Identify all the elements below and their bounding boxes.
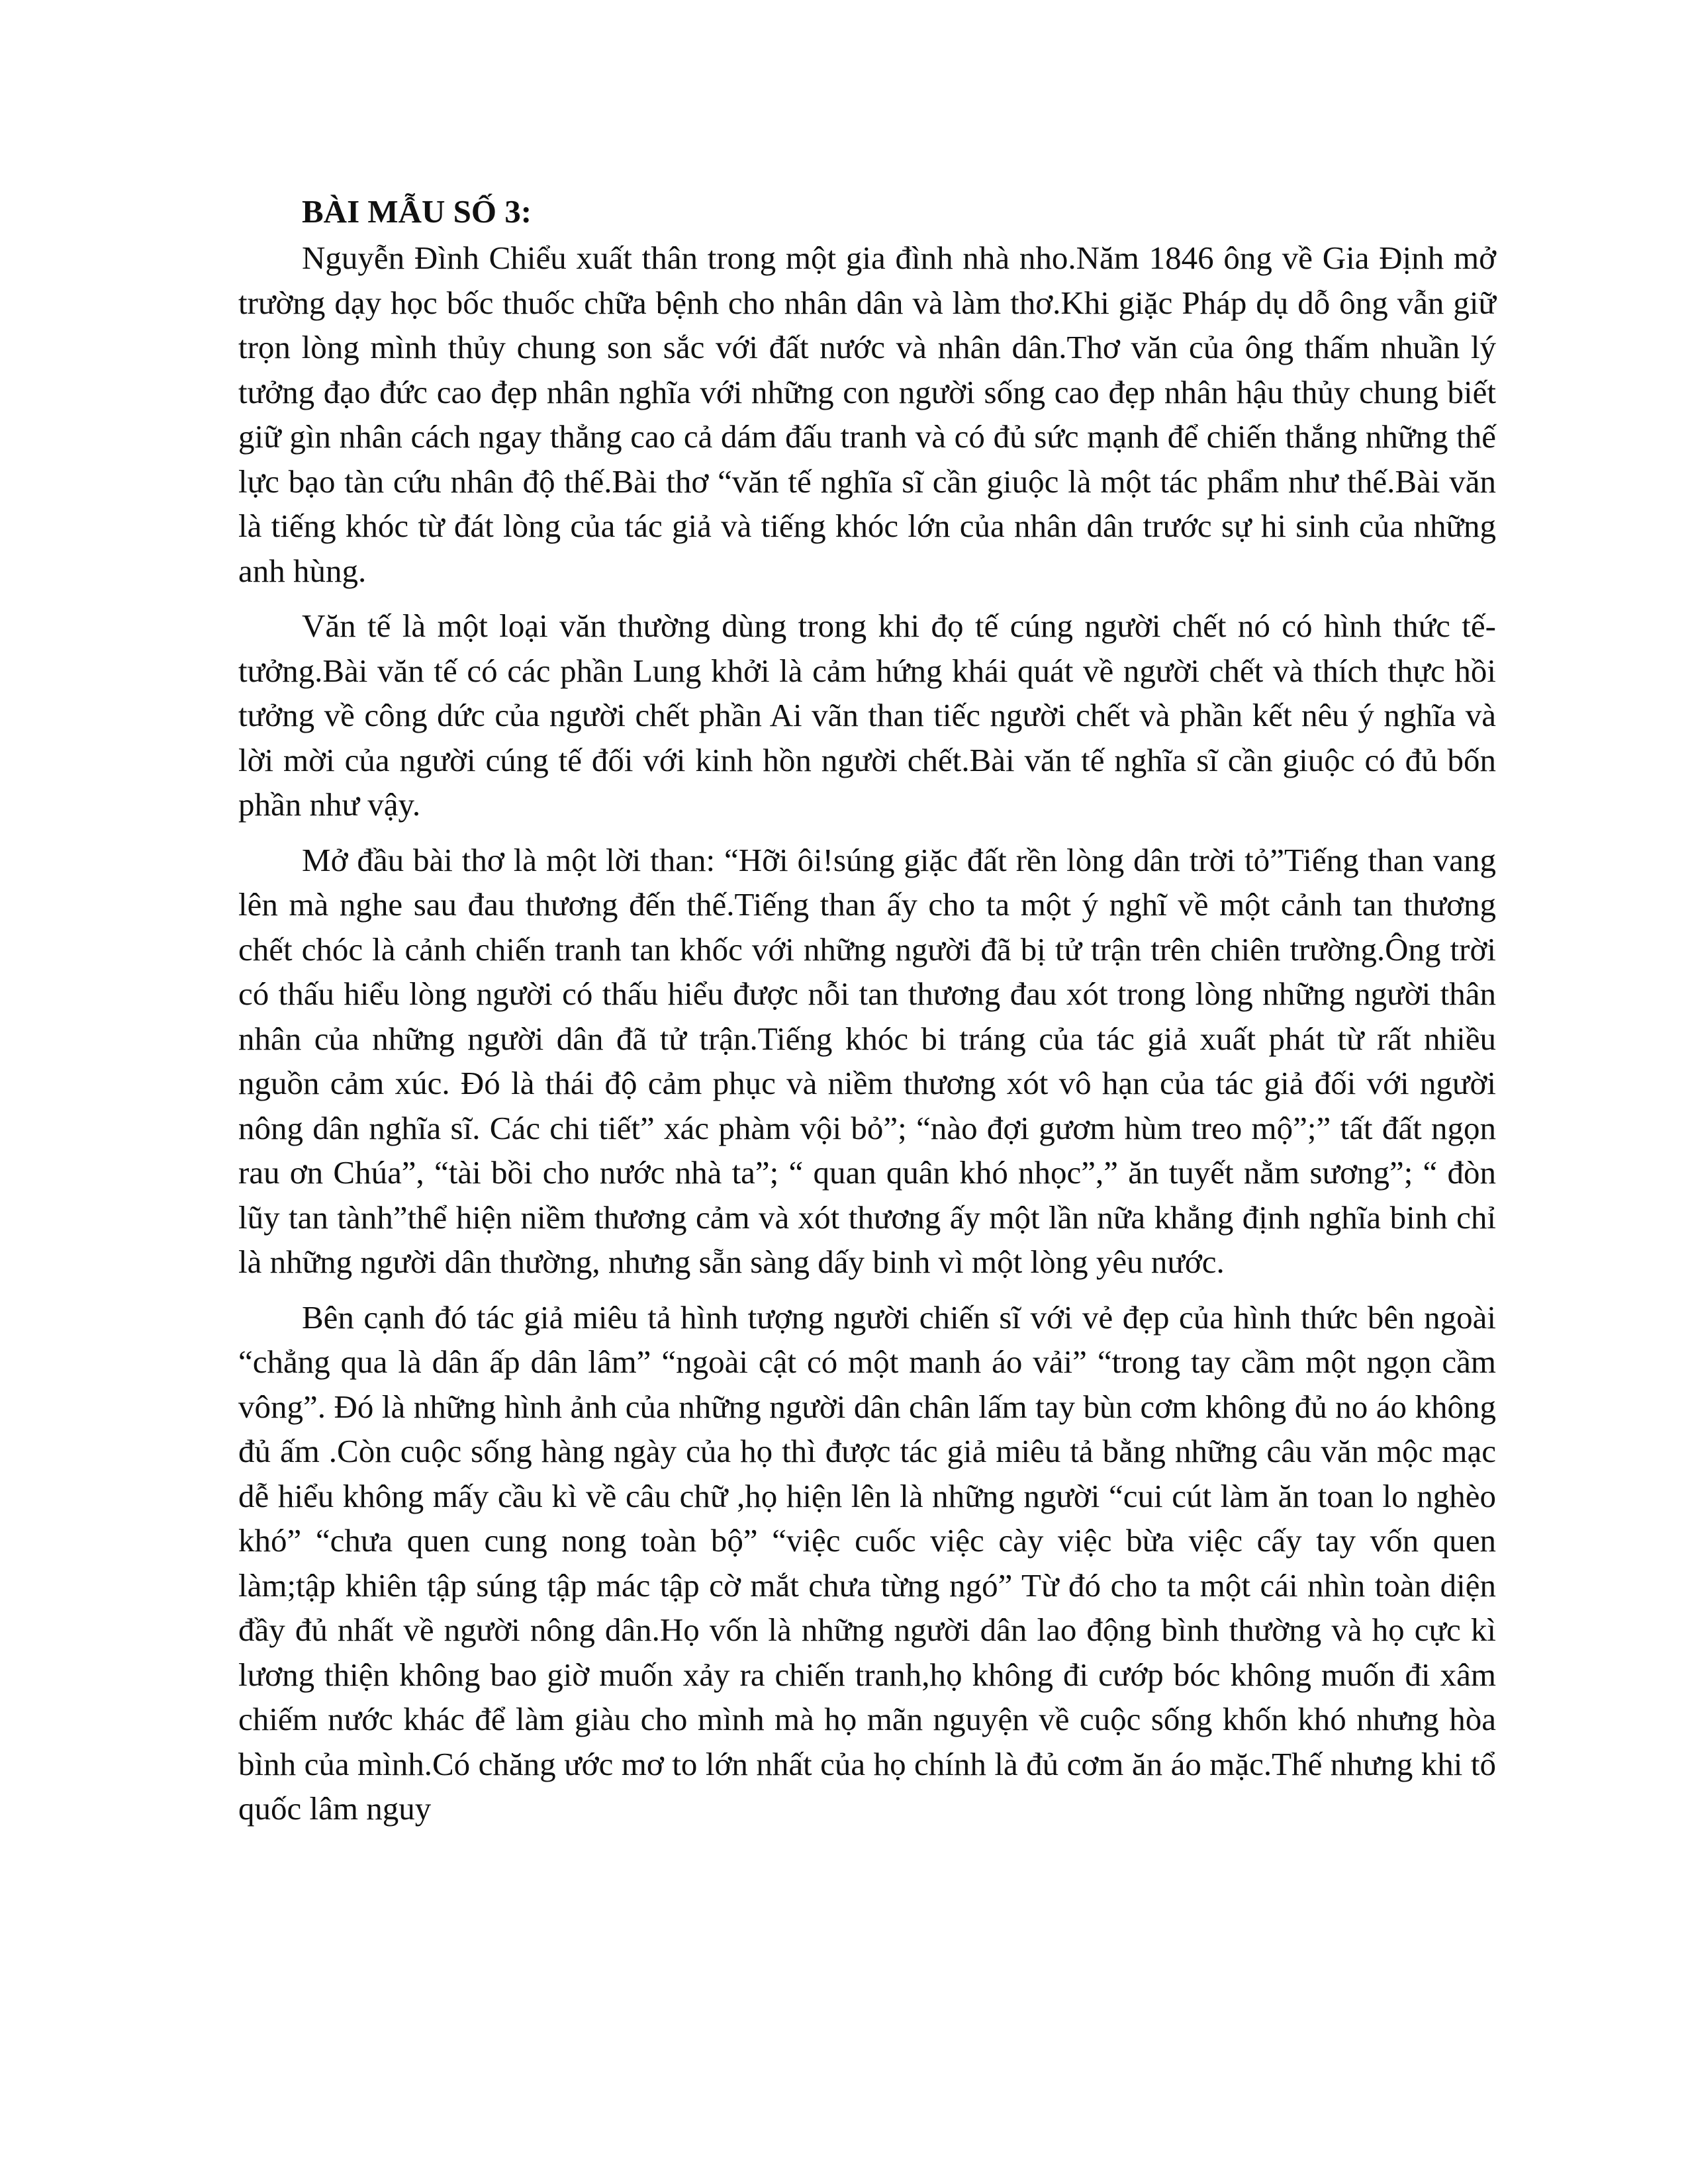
paragraph-3: Mở đầu bài thơ là một lời than: “Hỡi ôi!súng giặc đất rền lòng dân trời tỏ”Tiếng than vang lên mà nghe sau đau thương đến thế.Tiếng than ấy cho ta một ý nghĩ về một cảnh tan thương chết chóc là cảnh chiến tranh tan khốc với những người đã bị tử trận trên chiên trường.Ông trời có thấu hiểu lòng người có thấu hiểu được nỗi tan thương đau xót trong lòng những người thân nhân của những người dân đã tử trận.Tiếng khóc bi tráng của tác giả xuất phát từ rất nhiều nguồn cảm xúc. Đó là thái độ cảm phục và niềm thương xót vô hạn của tác giả đối với người nông dân nghĩa sĩ. Các chi tiết” xác phàm vội bỏ”; “nào đợi gươm hùm treo mộ”;” tất đất ngọn rau ơn Chúa”, “tài bồi cho nước nhà ta”; “ quan quân khó nhọc”,” ăn tuyết nằm sương”; “ đòn lũy tan tành”thể hiện niềm thương cảm và xót thương ấy một lần nữa khẳng định nghĩa binh chỉ là những người dân thường, nhưng sẵn sàng dấy binh vì một lòng yêu nước. <box>238 841 1496 1280</box>
document-page <box>238 191 1496 1842</box>
paragraph-4: Bên cạnh đó tác giả miêu tả hình tượng người chiến sĩ với vẻ đẹp của hình thức bên ngoài “chẳng qua là dân ấp dân lâm” “ngoài cật có một manh áo vải” “trong tay cầm một ngọn cầm vông”. Đó là những hình ảnh của những người dân chân lấm tay bùn cơm không đủ no áo không đủ ấm .Còn cuộc sống hàng ngày của họ thì được tác giả miêu tả bằng những câu văn mộc mạc dễ hiểu không mấy cầu kì về câu chữ ,họ hiện lên là những người “cui cút làm ăn toan lo nghèo khó” “chưa quen cung nong toàn bộ” “việc cuốc việc cày việc bừa việc cấy tay vốn quen làm;tập khiên tập súng tập mác tập cờ mắt chưa từng ngó” Từ đó cho ta một cái nhìn toàn diện đầy đủ nhất về người nông dân.Họ vốn là những người dân lao động bình thường và họ cực kì lương thiện không bao giờ muốn xảy ra chiến tranh,họ không đi cướp bóc không muốn đi xâm chiếm nước khác để làm giàu cho mình mà họ mãn nguyện về cuộc sống khốn khó nhưng hòa bình của mình.Có chăng ước mơ to lớn nhất của họ chính là đủ cơm ăn áo mặc.Thế nhưng khi tổ quốc lâm nguy <box>238 1298 1496 1827</box>
document-heading: BÀI MẪU SỐ 3: <box>302 193 532 230</box>
paragraph-1: Nguyễn Đình Chiểu xuất thân trong một gia đình nhà nho.Năm 1846 ông về Gia Định mở trường dạy học bốc thuốc chữa bệnh cho nhân dân và làm thơ.Khi giặc Pháp dụ dỗ ông vẫn giữ trọn lòng mình thủy chung son sắc với đất nước và nhân dân.Thơ văn của ông thấm nhuần lý tưởng đạo đức cao đẹp nhân nghĩa với những con người sống cao đẹp nhân hậu thủy chung biết giữ gìn nhân cách ngay thẳng cao cả dám đấu tranh và có đủ sức mạnh để chiến thắng những thế lực bạo tàn cứu nhân độ thế.Bài thơ “văn tế nghĩa sĩ cần giuộc là một tác phẩm như thế.Bài văn là tiếng khóc từ đát lòng của tác giả và tiếng khóc lớn của nhân dân trước sự hi sinh của những anh hùng. <box>238 240 1496 589</box>
paragraph-2: Văn tế là một loại văn thường dùng trong khi đọ tế cúng người chết nó có hình thức tế-tưởng.Bài văn tế có các phần Lung khởi là cảm hứng khái quát về người chết và thích thực hồi tưởng về công dức của người chết phần Ai vãn than tiếc người chết và phần kết nêu ý nghĩa và lời mời của người cúng tế đối với kinh hồn người chết.Bài văn tế nghĩa sĩ cần giuộc có đủ bốn phần như vậy. <box>238 608 1496 823</box>
